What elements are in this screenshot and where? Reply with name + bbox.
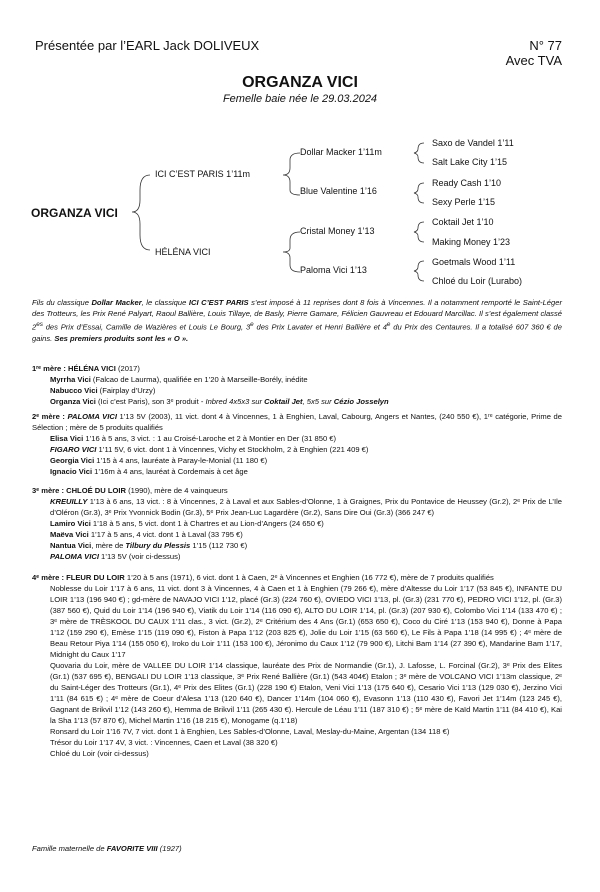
list-item: Nantua Vici, mère de Tilbury du Plessis 1’15 (112 730 €) [50,541,248,550]
pedigree-gen3-2: Blue Valentine 1’16 [300,186,377,196]
horse-description: Femelle baie née le 29.03.2024 [222,93,378,105]
pedigree-gen4-5: Coktail Jet 1’10 [432,217,494,227]
lot-number: N° 77 [529,38,562,53]
fourth-dam-section [32,572,562,759]
pedigree-gen3-1: Dollar Macker 1’11m [300,147,382,157]
list-item: Noblesse du Loir 1’17 à 6 ans, 11 vict. dont 3 à Vincennes, 4 à Caen et 1 à Enghien (79 266 €), mère d’Altesse du Loir 1’17 (53 845 €), INFANTE DU LOIR 1’13 (196 940 €) ; gd-mère de NAVAJO VICI 1’12, placé (Gr.3) (224 760 €), OVIEDO VICI 1’13, pl. (Gr.3) (231 770 €), PEDRO VICI 1’12, pl. (Gr.3) (387 560 €), Quid du Loir 1’14 (196 940 €), Viatik du Loir 1’14 (116 090 €), ALTO DU LOIR 1’14, pl. (Gr.3) (207 930 €), Colombo Vici 1’14 (133 470 €) ; 3ᵉ mère de TRÈSKOOL DU CAUX 1’11 clas., 3 vict. (Gr.2), 2ᵉ Critérium des 4 Ans (Gr.1) (653 650 €), Coco du Ciré 1’13 (153 940 €), Donne à Papa 1’12 (159 290 €), Emèse 1’15 (119 090 €), Fiston à Papa 1’12 (203 825 €), Jolie du Loir 1’15 (63 560 €), Le Fils à Papa 1’18 (14 995 €) ; 4ᵉ mère de Beau Retour Piya 1’14 (155 050 €), Iroko du Loir 1’11 (153 100 €), Jéronimo du Caux 1’12 (79 900 €), Litchi Bam 1’14 (27 390 €), Mandarine Bam 1’17, Midnight du Caux 1’17 [50,584,562,659]
pedigree-gen4-6: Making Money 1’23 [432,237,511,247]
first-dam-heading: 1ʳᵉ mère : HÉLÉNA VICI (2017) [32,364,140,373]
first-crop-note: Ses premiers produits sont les « O ». [54,333,189,343]
list-item: Ignacio Vici 1’16m à 4 ans, lauréat à Cordemais à cet âge [50,467,248,476]
list-item: Chloé du Loir (voir ci-dessus) [50,749,149,758]
list-item: Maëva Vici 1’17 à 5 ans, 4 vict. dont 1 à Laval (33 795 €) [50,530,243,539]
vat-note: Avec TVA [505,53,562,68]
pedigree-gen3-4: Paloma Vici 1’13 [300,265,367,275]
list-item: Quovaria du Loir, mère de VALLEE DU LOIR 1’14 classique, lauréate des Prix de Normandie (Gr.1), J. Lafosse, L. Forcinal (Gr.2), 3ᵉ Prix des Elites (Gr.1) (537 695 €), BENGALI DU LOIR 1’13 classique, 3ᵉ Prix René Ballière (Gr.1) (543 404€) Etalon ; 3ᵉ mère de VOLCANO VICI 1’13m classique, 2ᵉ du Saint-Léger des Trotteurs (Gr.1), 4ᵉ Prix des Elites (Gr.1) (228 190 €) Etalon, Veni Vici 1’13 (175 640 €), Cesario Vici 1’13 (129 030 €), Jerzino Vici 1’11 (84 615 €) ; 4ᵉ mère de Coeur d’Alesa 1’13 (120 640 €), Dancer 1’14m (104 060 €), Evasonn 1’13 (110 430 €), Favori Jet 1’14m (123 245 €), Gagnant de Brikvil 1’12 (143 260 €), Hemma de Brikvil 1’11 (265 430 €). Hercule de Léau 1’11 (187 310 €) ; 5ᵉ mère de Kaïd Martin 1’11 (84 410 €), Kai la Sha 1’13 (57 870 €), Michel Martin 1’16 (18 215 €), Monogame (q.1’18) [50,661,562,725]
pedigree-subject: ORGANZA VICI [31,206,118,220]
presenter: Présentée par l’EARL Jack DOLIVEUX [35,38,260,53]
pedigree-sire: ICI C’EST PARIS 1’11m [155,169,251,179]
second-dam-section [32,411,562,477]
list-item: FIGARO VICI 1’11 5V, 6 vict. dont 1 à Vincennes, Vichy et Stockholm, 2 à Enghien (221 409 €) [50,445,369,454]
list-item: Lamiro Vici 1’18 à 5 ans, 5 vict. dont 1 à Chartres et au Lion-d’Angers (24 650 €) [50,519,324,528]
pedigree-gen4-2: Salt Lake City 1’15 [432,157,508,167]
sire-paragraph: Fils du classique Dollar Macker, le classique ICI C’EST PARIS s’est imposé à 11 reprises dont 8 fois à Vincennes. Il a notamment remporté le Saint-Léger des Trotteurs, les Prix René Palyart, Raoul Ballière, Louis Tillaye, de Basly, Pierre Gamare, Félicien Gauvreau et Edouard Marcillac. Il s’est également classé $2^{es}$ des Prix d’Essai, Camille de Wazières et Louis Le Bourg, 3e des Prix Lavater et Henri Ballière et 4e du Prix des Centaures. Il a totalisé 607 360 € de gains. Ses premiers produits sont les « O ». [32,298,562,343]
list-item: Georgia Vici 1’15 à 4 ans, lauréate à Paray-le-Monial (11 180 €) [50,456,268,465]
pedigree-gen4-4: Sexy Perle 1’15 [432,197,496,207]
list-item: PALOMA VICI 1’13 5V (voir ci-dessus) [50,552,181,561]
first-dam-section [32,363,562,407]
pedigree-gen4-8: Chloé du Loir (Lurabo) [432,276,523,286]
list-item: Myrrha Vici (Falcao de Laurma), qualifiée en 1’20 à Marseille-Borély, inédite [50,375,308,384]
second-dam-heading: 2ᵉ mère : PALOMA VICI 1’13 5V (2003), 11 vict. dont 4 à Vincennes, 1 à Enghien, Laval, Cabourg, Angers et Nantes, (240 550 €), 1ʳᵉ catégorie, Prime de Sélection ; mère de 5 produits qualifiés [32,412,562,432]
list-item: Ronsard du Loir 1’16 7V, 7 vict. dont 1 à Enghien, Les Sables-d’Olonne, Laval, Meslay-du-Maine, Argentan (134 118 €) [50,727,450,736]
third-dam-heading: 3ᵉ mère : CHLOÉ DU LOIR (1990), mère de 4 vainqueurs [32,486,228,495]
fourth-dam-heading: 4ᵉ mère : FLEUR DU LOIR 1’20 à 5 ans (1971), 6 vict. dont 1 à Caen, 2ᵉ à Vincennes et Enghien (16 772 €), mère de 7 produits qualifiés [32,573,494,582]
list-item: Nabucco Vici (Fairplay d’Urzy) [50,386,156,395]
maternal-family: Famille maternelle de FAVORITE VIII (1927) [32,844,182,853]
third-dam-section [32,485,562,562]
list-item: KREUILLY 1’13 à 6 ans, 13 vict. : 8 à Vincennes, 2 à Laval et aux Sables-d’Olonne, 1 à Graignes, Prix du Pontavice de Heussey (Gr.2), 2ᵉ Prix de L’Ile d’Oléron (Gr.3), 3ᵉ Prix Yvonnick Bodin (Gr.3), 5ᵉ Prix Jean-Luc Lagardère (Gr.2), Sans Dire Oui (Gr.3) (366 247 €) [50,497,562,517]
pedigree-gen4-1: Saxo de Vandel 1’11 [432,138,514,148]
pedigree-gen3-3: Cristal Money 1’13 [300,226,375,236]
horse-name: ORGANZA VICI [242,74,358,91]
list-item: Elisa Vici 1’16 à 5 ans, 3 vict. : 1 au Croisé-Laroche et 2 à Montier en Der (31 850 €) [50,434,337,443]
pedigree-dam: HÉLÉNA VICI [155,247,211,257]
pedigree-gen4-3: Ready Cash 1’10 [432,178,502,188]
pedigree-gen4-7: Goetmals Wood 1’11 [432,257,516,267]
list-item: Organza Vici (Ici c’est Paris), son 3ᵉ produit - Inbred 4x5x3 sur Coktail Jet, 5x5 sur Cézio Josselyn [50,397,389,406]
list-item: Trésor du Loir 1’17 4V, 3 vict. : Vincennes, Caen et Laval (38 320 €) [50,738,278,747]
